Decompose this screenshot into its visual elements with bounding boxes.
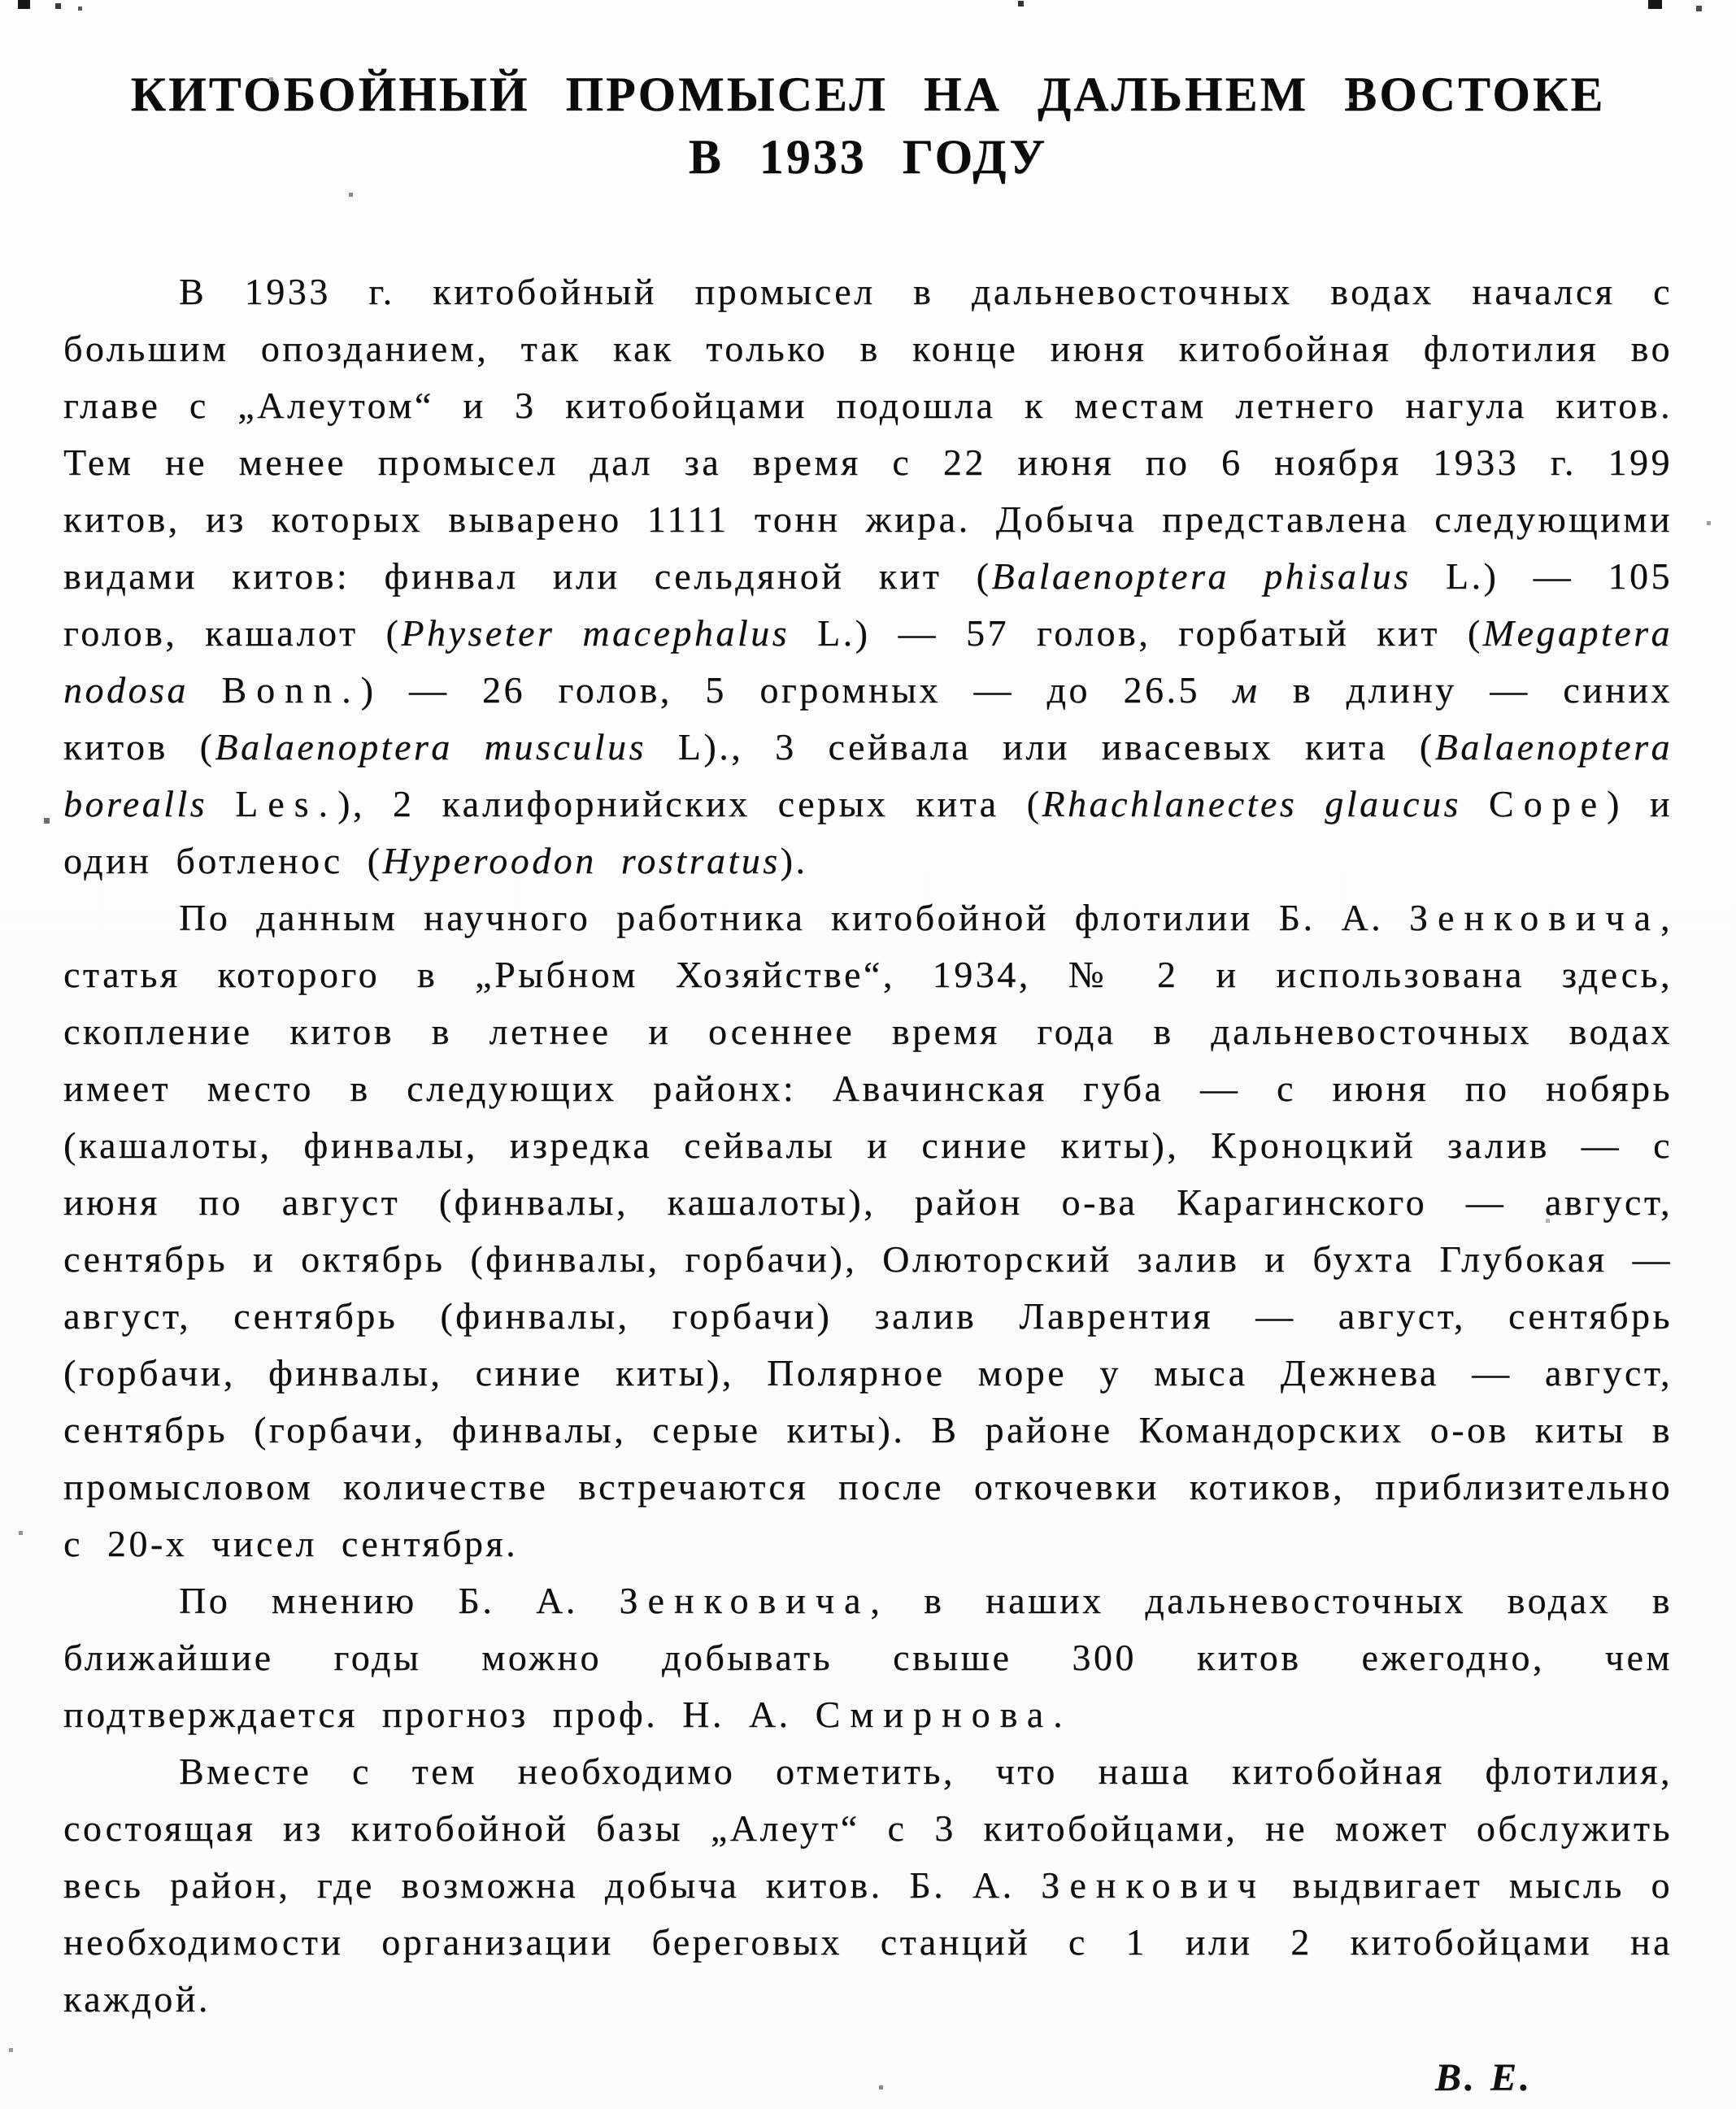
text-segment-normal xyxy=(189,669,222,711)
paragraph-1 xyxy=(63,263,1673,889)
paragraph-2 xyxy=(63,889,1673,1572)
text-segment-normal: . xyxy=(1053,1693,1066,1735)
text-segment-spaced: Bonn. xyxy=(221,668,361,711)
text-segment-spaced: Les. xyxy=(235,782,338,824)
title-line-1: КИТОБОЙНЫЙ ПРОМЫСЕЛ НА ДАЛЬНЕМ ВОСТОКЕ xyxy=(130,67,1606,121)
text-segment-normal: По мнению Б. А. xyxy=(179,1579,620,1621)
paragraph-4 xyxy=(63,1743,1673,2028)
title-line-2: В 1933 ГОДУ xyxy=(688,129,1048,184)
text-segment-normal: ) и один ботленос ( xyxy=(63,782,1673,881)
text-segment-normal xyxy=(1461,783,1489,824)
text-segment-italic: Megaptera nodosa xyxy=(63,611,1673,711)
text-segment-normal: , статья которого в „Рыбном Хозяйстве“, 1934, № 2 и использована здесь, скопление китов в летнее и осеннее время года в дальневосточных водах имеет место в следующих районх: Авачинская губа — с июня по нобярь (кашалоты, финвалы, изредка сейвалы и синие киты), Кроноцкий залив — с июня по август (финвалы, кашалоты), район о-ва Карагинского — август, сентябрь и октябрь (финвалы, горбачи), Олюторский залив и бухта Глубокая — август, сентябрь (финвалы, горбачи) залив Лаврентия — август, сентябрь (горбачи, финвалы, синие киты), Полярное море у мыса Дежнева — август, сентябрь (горбачи, финвалы, серые киты). В районе Командорских о-ов киты в промысловом количестве встречаются после откочевки котиков, приблизительно с 20-х чисел сентября. xyxy=(63,896,1673,1564)
text-segment-normal: В 1933 г. китобойный промысел в дальневосточных водах начался с большим опозданием, так как только в конце июня китобойная флотилия во главе с „Алеутом“ и 3 китобойцами подошла к местам летнего нагула китов. Тем не менее промысел дал за время с 22 июня по 6 ноября 1933 г. 199 китов, из которых выварено 1111 тонн жира. Добыча представлена следующими видами китов: финвал или сельдяной кит ( xyxy=(63,270,1673,597)
text-segment-spaced: Смирнова xyxy=(815,1693,1054,1735)
text-segment-spaced: Зенкович xyxy=(1041,1863,1266,1906)
text-segment-normal xyxy=(207,783,235,824)
text-segment-normal: ), 2 калифорнийских серых кита ( xyxy=(337,782,1042,824)
text-segment-normal: ). xyxy=(780,839,808,881)
text-segment-normal: ) — 26 голов, 5 огромных — до 26.5 xyxy=(360,668,1233,711)
text-segment-normal: L.) — 57 голов, горбатый кит ( xyxy=(790,611,1483,654)
text-segment-italic: Balaenoptera borealls xyxy=(63,725,1673,824)
signature: В. Е. xyxy=(1434,2055,1533,2099)
text-segment-italic: Physeter macephalus xyxy=(401,611,790,654)
text-segment-italic: Balaenoptera musculus xyxy=(215,725,646,768)
text-segment-normal: Вместе с тем необходимо отметить, что наша китобойная флотилия, состоящая из китобойной базы „Алеут“ с 3 китобойцами, не может обслужить весь район, где возможна добыча китов. Б. А. xyxy=(63,1750,1673,1906)
text-segment-spaced: Зенковича xyxy=(619,1579,871,1621)
text-segment-italic: Hyperoodon rostratus xyxy=(382,839,781,881)
text-segment-normal: , в наших дальневосточных водах в ближайшие годы можно добывать свыше 300 китов ежегодно, чем подтверждается прогноз проф. Н. А. xyxy=(63,1579,1673,1735)
text-segment-normal: в длину — синих китов ( xyxy=(63,668,1673,768)
text-segment-italic: Rhachlanectes glaucus xyxy=(1042,782,1461,824)
text-segment-spaced: Зенковича xyxy=(1409,896,1660,938)
text-segment-italic: м xyxy=(1233,668,1260,711)
paragraph-3 xyxy=(63,1572,1673,1743)
text-segment-spaced: Cope xyxy=(1488,782,1608,824)
text-segment-normal: выдвигает мысль о необходимости организации береговых станций с 1 или 2 китобойцами на каждой. xyxy=(63,1863,1673,2020)
document-body xyxy=(63,263,1673,2028)
scan-noise xyxy=(0,0,2,2)
page-title xyxy=(63,63,1673,189)
text-segment-normal: L.) — 105 голов, кашалот ( xyxy=(63,554,1673,654)
text-segment-normal: L)., 3 сейвала или ивасевых кита ( xyxy=(646,725,1435,768)
text-segment-italic: Balaenoptera phisalus xyxy=(991,554,1412,597)
text-segment-normal: По данным научного работника китобойной флотилии Б. А. xyxy=(179,896,1410,938)
